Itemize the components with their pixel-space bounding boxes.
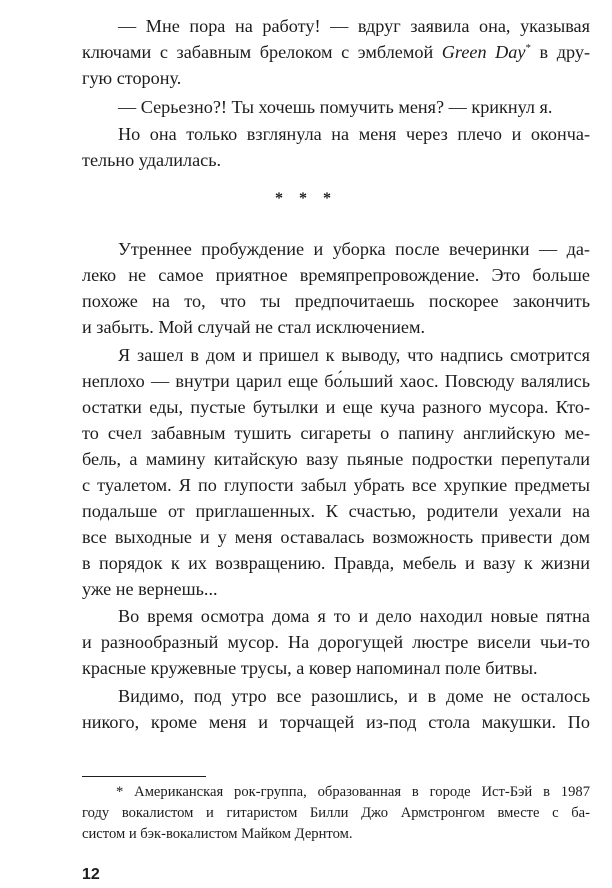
footnote-line <box>116 782 590 803</box>
text-line: леко не самое приятное времяпрепровождение. Это больше <box>82 265 590 285</box>
text-line: гую сторону. <box>82 68 182 88</box>
page-number: 12 <box>82 866 100 883</box>
text-line: красные кружевные трусы, а ковер напоминал поле битвы. <box>82 658 538 678</box>
text-line: и забыть. Мой случай не стал исключением. <box>82 317 426 337</box>
text-line: то счел забавным тушить сигареты о папину английскую ме- <box>82 423 590 443</box>
footnote-line: году вокалистом и гитаристом Билли Джо Армстронгом вместе с ба- <box>82 805 590 821</box>
section-separator: * * * <box>275 190 337 207</box>
footnote-marker: * <box>525 41 531 54</box>
text-line: бель, а мамину китайскую вазу пьяные подростки перепутали <box>82 449 590 469</box>
text-line: подальше от приглашенных. К счастью, родители уехали на <box>82 501 590 521</box>
text-line: Утреннее пробуждение и уборка после вечеринки — да- <box>118 239 590 259</box>
text-line: неплохо — внутри царил еще бо́льший хаос. Повсюду валялись <box>82 371 590 391</box>
text-line: тельно удалилась. <box>82 150 222 170</box>
line-text: — Мне пора на работу! — вдруг заявила она, указывая <box>118 16 590 36</box>
text-line: и разнообразный мусор. На дорогущей люстре висели чьи-то <box>82 632 590 652</box>
band-name: Green Day <box>441 42 526 62</box>
footnote-marker: * <box>116 784 124 800</box>
text-line: уже не вернешь... <box>82 579 218 599</box>
text-line: похоже на то, что ты предпочитаешь поскорее закончить <box>82 291 590 311</box>
text-line: Видимо, под утро все разошлись, и в доме не осталось <box>118 686 590 706</box>
line-text: ключами с забавным брелоком с эмблемой <box>82 42 442 62</box>
text-line: Во время осмотра дома я то и дело находил новые пятна <box>118 606 590 626</box>
text-line: Но она только взглянула на меня через плечо и оконча- <box>118 124 590 144</box>
text-line <box>82 40 590 65</box>
footnote-line: систом и бэк-вокалистом Майком Дернтом. <box>82 826 353 842</box>
text-line <box>118 14 590 39</box>
text-line: Я зашел в дом и пришел к выводу, что надпись смотрится <box>118 345 590 365</box>
line-text: в дру- <box>530 42 590 62</box>
footnote-rule <box>82 776 206 777</box>
text-line: — Серьезно?! Ты хочешь помучить меня? — крикнул я. <box>118 97 553 117</box>
text-line: в порядок к их возвращению. Правда, мебель и вазу к жизни <box>82 553 590 573</box>
footnote-text: Американская рок-группа, образованная в городе Ист-Бэй в 1987 <box>123 784 590 800</box>
text-line: остатки еды, пустые бутылки и еще куча разного мусора. Кто- <box>82 397 590 417</box>
text-line: никого, кроме меня и торчащей из-под стола макушки. По <box>82 712 590 732</box>
text-line: с туалетом. Я по глупости забыл убрать все хрупкие предметы <box>82 475 590 495</box>
text-line: все выходные и у меня оставалась возможность привести дом <box>82 527 590 547</box>
